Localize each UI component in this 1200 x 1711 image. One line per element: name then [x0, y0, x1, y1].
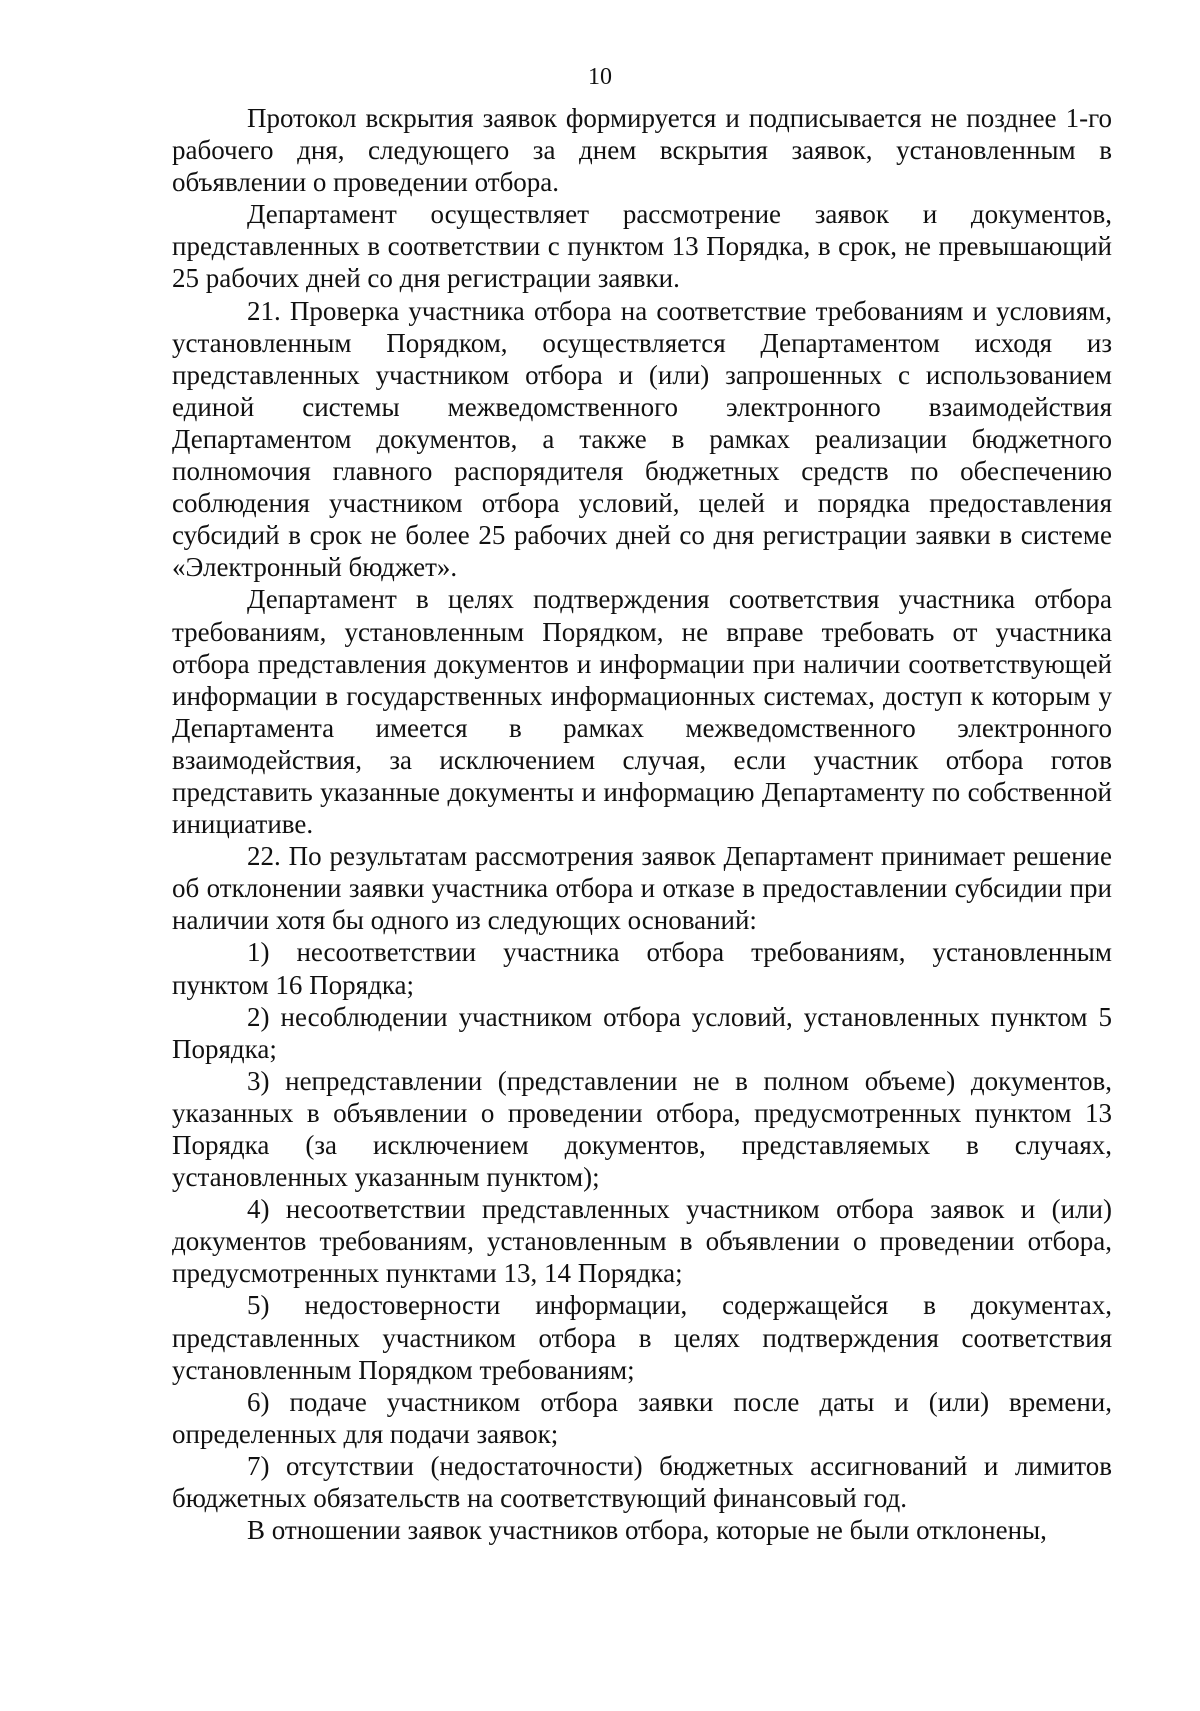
- list-item-4: 4) несоответствии представленных участником отбора заявок и (или) документов требованиям, установленным в объявлении о проведении отбора, предусмотренных пунктами 13, 14 Порядка;: [172, 1194, 1112, 1289]
- list-item-7: 7) отсутствии (недостаточности) бюджетных ассигнований и лимитов бюджетных обязательств на соответствующий финансовый год.: [172, 1450, 1112, 1514]
- paragraph-21: 21. Проверка участника отбора на соответствие требованиям и условиям, установленным Порядком, осуществляется Департаментом исходя из представленных участником отбора и (или) запрошенных с использованием единой системы межведомственного электронного взаимодействия Департаментом документов, а также в рамках реализации бюджетного полномочия главного распорядителя бюджетных средств по обеспечению соблюдения участником отбора условий, целей и порядка предоставления субсидий в срок не более 25 рабочих дней со дня регистрации заявки в системе «Электронный бюджет».: [172, 295, 1112, 583]
- paragraph-22: 22. По результатам рассмотрения заявок Департамент принимает решение об отклонении заявки участника отбора и отказе в предоставлении субсидии при наличии хотя бы одного из следующих оснований:: [172, 841, 1112, 936]
- list-item-6: 6) подаче участником отбора заявки после даты и (или) времени, определенных для подачи заявок;: [172, 1386, 1112, 1449]
- list-item-2: 2) несоблюдении участником отбора условий, установленных пунктом 5 Порядка;: [172, 1001, 1112, 1064]
- paragraph-continuation: В отношении заявок участников отбора, которые не были отклонены,: [247, 1515, 1047, 1546]
- list-item-3: 3) непредставлении (представлении не в полном объеме) документов, указанных в объявлении о проведении отбора, предусмотренных пунктом 13 Порядка (за исключением документов, представляемых в случаях, установленных указанным пунктом);: [172, 1065, 1112, 1193]
- paragraph-no-right-to-demand: Департамент в целях подтверждения соответствия участника отбора требованиям, установленным Порядком, не вправе требовать от участника отбора представления документов и информации при наличии соответствующей информации в государственных информационных системах, доступ к которым у Департамента имеется в рамках межведомственного электронного взаимодействия, за исключением случая, если участник отбора готов представить указанные документы и информацию Департаменту по собственной инициативе.: [172, 584, 1112, 840]
- list-item-5: 5) недостоверности информации, содержащейся в документах, представленных участником отбора в целях подтверждения соответствия установленным Порядком требованиям;: [172, 1290, 1112, 1385]
- page-number: 10: [588, 64, 612, 90]
- list-item-1: 1) несоответствии участника отбора требованиям, установленным пунктом 16 Порядка;: [172, 937, 1112, 1000]
- document-body: [172, 102, 1112, 1546]
- paragraph-review: Департамент осуществляет рассмотрение заявок и документов, представленных в соответствии с пунктом 13 Порядка, в срок, не превышающий 25 рабочих дней со дня регистрации заявки.: [172, 199, 1112, 294]
- paragraph-protocol: Протокол вскрытия заявок формируется и подписывается не позднее 1-го рабочего дня, следующего за днем вскрытия заявок, установленным в объявлении о проведении отбора.: [172, 103, 1112, 198]
